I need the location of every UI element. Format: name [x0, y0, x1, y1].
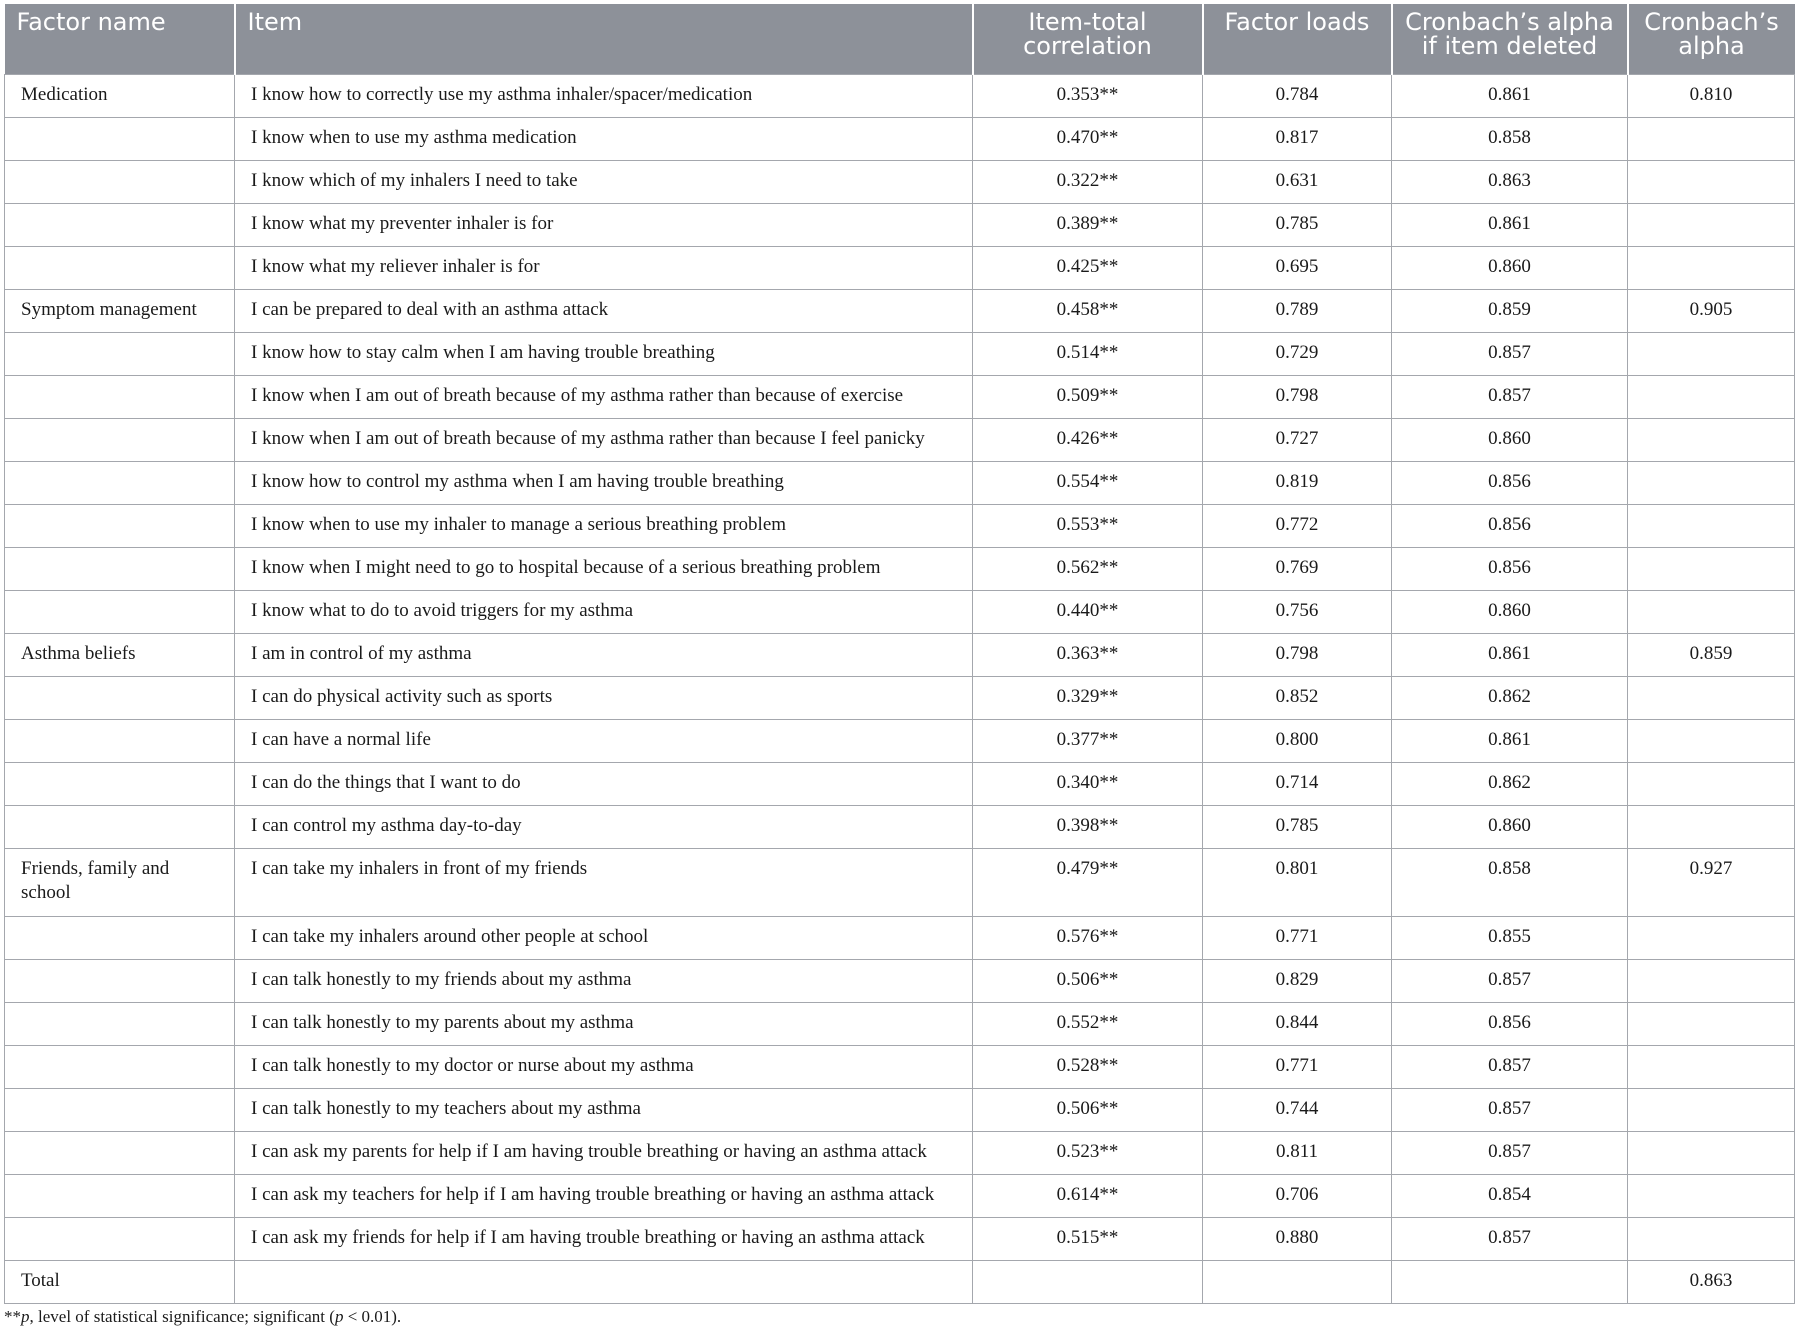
cronbach-alpha-cell	[1628, 246, 1795, 289]
table-row	[5, 375, 1795, 418]
factor-load-cell: 0.771	[1203, 916, 1392, 959]
item-total-correlation-cell: 0.425**	[973, 246, 1203, 289]
factor-name-cell	[5, 160, 235, 203]
item-cell: I know which of my inhalers I need to take	[235, 160, 973, 203]
alpha-if-deleted-cell: 0.857	[1392, 1131, 1628, 1174]
item-cell: I can ask my friends for help if I am having trouble breathing or having an asthma attack	[235, 1217, 973, 1260]
alpha-if-deleted-cell: 0.860	[1392, 418, 1628, 461]
item-total-correlation-cell: 0.562**	[973, 547, 1203, 590]
alpha-if-deleted-cell: 0.858	[1392, 848, 1628, 916]
item-cell: I can ask my teachers for help if I am having trouble breathing or having an asthma attack	[235, 1174, 973, 1217]
alpha-if-deleted-cell: 0.860	[1392, 805, 1628, 848]
factor-load-cell: 0.772	[1203, 504, 1392, 547]
item-total-correlation-cell: 0.458**	[973, 289, 1203, 332]
table-row	[5, 203, 1795, 246]
alpha-if-deleted-cell: 0.861	[1392, 633, 1628, 676]
alpha-if-deleted-cell: 0.857	[1392, 332, 1628, 375]
table-row	[5, 590, 1795, 633]
factor-load-cell: 0.769	[1203, 547, 1392, 590]
alpha-if-deleted-cell: 0.863	[1392, 160, 1628, 203]
item-total-correlation-cell: 0.389**	[973, 203, 1203, 246]
alpha-if-deleted-cell: 0.862	[1392, 762, 1628, 805]
header-factor-name: Factor name	[5, 4, 235, 74]
item-cell: I can talk honestly to my parents about my asthma	[235, 1002, 973, 1045]
table-row	[5, 762, 1795, 805]
factor-load-cell: 0.706	[1203, 1174, 1392, 1217]
factor-name-cell	[5, 1002, 235, 1045]
factor-name-cell	[5, 1088, 235, 1131]
cronbach-alpha-cell	[1628, 547, 1795, 590]
cronbach-alpha-cell	[1628, 375, 1795, 418]
item-total-correlation-cell: 0.363**	[973, 633, 1203, 676]
cronbach-alpha-cell	[1628, 959, 1795, 1002]
factor-name-cell: Friends, family and school	[5, 848, 235, 916]
item-total-correlation-cell: 0.552**	[973, 1002, 1203, 1045]
table-row	[5, 1260, 1795, 1303]
table-row	[5, 719, 1795, 762]
factor-name-cell	[5, 959, 235, 1002]
header-cronbach-alpha: Cronbach’s alpha	[1628, 4, 1795, 74]
cronbach-alpha-cell	[1628, 117, 1795, 160]
header-row	[5, 4, 1795, 74]
item-cell: I know how to correctly use my asthma inhaler/spacer/medication	[235, 74, 973, 117]
table-row	[5, 332, 1795, 375]
item-cell: I can be prepared to deal with an asthma attack	[235, 289, 973, 332]
item-total-correlation-cell: 0.514**	[973, 332, 1203, 375]
factor-load-cell	[1203, 1260, 1392, 1303]
table-row	[5, 1088, 1795, 1131]
item-total-correlation-cell: 0.614**	[973, 1174, 1203, 1217]
factor-load-cell: 0.727	[1203, 418, 1392, 461]
factor-name-cell	[5, 590, 235, 633]
factor-load-cell: 0.817	[1203, 117, 1392, 160]
table-container	[4, 4, 1794, 1304]
table-row	[5, 289, 1795, 332]
item-total-correlation-cell: 0.440**	[973, 590, 1203, 633]
table-row	[5, 418, 1795, 461]
item-cell: I can control my asthma day-to-day	[235, 805, 973, 848]
table-row	[5, 504, 1795, 547]
header-item: Item	[235, 4, 973, 74]
cronbach-alpha-cell	[1628, 203, 1795, 246]
cronbach-alpha-cell: 0.863	[1628, 1260, 1795, 1303]
alpha-if-deleted-cell: 0.858	[1392, 117, 1628, 160]
item-cell: I can take my inhalers around other people at school	[235, 916, 973, 959]
item-cell: I know what to do to avoid triggers for my asthma	[235, 590, 973, 633]
item-cell: I know when to use my inhaler to manage a serious breathing problem	[235, 504, 973, 547]
item-cell: I can do physical activity such as sports	[235, 676, 973, 719]
table-row	[5, 547, 1795, 590]
alpha-if-deleted-cell: 0.860	[1392, 246, 1628, 289]
item-total-correlation-cell: 0.506**	[973, 959, 1203, 1002]
alpha-if-deleted-cell: 0.857	[1392, 375, 1628, 418]
item-cell: I can take my inhalers in front of my friends	[235, 848, 973, 916]
item-total-correlation-cell: 0.515**	[973, 1217, 1203, 1260]
factor-load-cell: 0.785	[1203, 805, 1392, 848]
alpha-if-deleted-cell: 0.857	[1392, 1045, 1628, 1088]
item-cell: I know how to control my asthma when I am having trouble breathing	[235, 461, 973, 504]
table-row	[5, 1045, 1795, 1088]
alpha-if-deleted-cell: 0.854	[1392, 1174, 1628, 1217]
factor-name-cell	[5, 461, 235, 504]
table-row	[5, 1002, 1795, 1045]
factor-name-cell	[5, 418, 235, 461]
factor-load-cell: 0.756	[1203, 590, 1392, 633]
alpha-if-deleted-cell: 0.856	[1392, 1002, 1628, 1045]
alpha-if-deleted-cell: 0.862	[1392, 676, 1628, 719]
item-cell: I know when I am out of breath because of my asthma rather than because of exercise	[235, 375, 973, 418]
item-cell: I can talk honestly to my teachers about my asthma	[235, 1088, 973, 1131]
table-row	[5, 1217, 1795, 1260]
item-cell: I know how to stay calm when I am having trouble breathing	[235, 332, 973, 375]
alpha-if-deleted-cell: 0.857	[1392, 1217, 1628, 1260]
item-total-correlation-cell: 0.576**	[973, 916, 1203, 959]
cronbach-alpha-cell	[1628, 1088, 1795, 1131]
factor-load-cell: 0.789	[1203, 289, 1392, 332]
factor-name-cell: Symptom management	[5, 289, 235, 332]
factor-name-cell	[5, 1045, 235, 1088]
table-row	[5, 74, 1795, 117]
factor-load-cell: 0.785	[1203, 203, 1392, 246]
table-row	[5, 916, 1795, 959]
item-cell	[235, 1260, 973, 1303]
table-row	[5, 160, 1795, 203]
factor-load-cell: 0.801	[1203, 848, 1392, 916]
factor-load-cell: 0.880	[1203, 1217, 1392, 1260]
table-row	[5, 633, 1795, 676]
cronbach-alpha-cell: 0.859	[1628, 633, 1795, 676]
cronbach-alpha-cell: 0.905	[1628, 289, 1795, 332]
alpha-if-deleted-cell: 0.856	[1392, 504, 1628, 547]
factor-name-cell: Total	[5, 1260, 235, 1303]
alpha-if-deleted-cell: 0.860	[1392, 590, 1628, 633]
table-row	[5, 848, 1795, 916]
factor-name-cell	[5, 719, 235, 762]
item-cell: I know when I might need to go to hospital because of a serious breathing problem	[235, 547, 973, 590]
table-row	[5, 246, 1795, 289]
item-total-correlation-cell: 0.353**	[973, 74, 1203, 117]
factor-name-cell	[5, 246, 235, 289]
item-total-correlation-cell: 0.340**	[973, 762, 1203, 805]
item-total-correlation-cell: 0.479**	[973, 848, 1203, 916]
item-cell: I can talk honestly to my friends about my asthma	[235, 959, 973, 1002]
alpha-if-deleted-cell: 0.859	[1392, 289, 1628, 332]
cronbach-alpha-cell	[1628, 1131, 1795, 1174]
table-row	[5, 1174, 1795, 1217]
factor-load-cell: 0.800	[1203, 719, 1392, 762]
table-row	[5, 1131, 1795, 1174]
cronbach-alpha-cell	[1628, 805, 1795, 848]
cronbach-alpha-cell	[1628, 1174, 1795, 1217]
alpha-if-deleted-cell: 0.861	[1392, 74, 1628, 117]
item-total-correlation-cell: 0.506**	[973, 1088, 1203, 1131]
factor-name-cell	[5, 203, 235, 246]
factor-name-cell	[5, 332, 235, 375]
factor-load-cell: 0.844	[1203, 1002, 1392, 1045]
factor-load-cell: 0.811	[1203, 1131, 1392, 1174]
table-row	[5, 959, 1795, 1002]
alpha-if-deleted-cell	[1392, 1260, 1628, 1303]
factor-analysis-table	[4, 4, 1795, 1304]
factor-load-cell: 0.744	[1203, 1088, 1392, 1131]
cronbach-alpha-cell	[1628, 916, 1795, 959]
factor-load-cell: 0.771	[1203, 1045, 1392, 1088]
factor-load-cell: 0.729	[1203, 332, 1392, 375]
factor-name-cell	[5, 805, 235, 848]
cronbach-alpha-cell	[1628, 1045, 1795, 1088]
cronbach-alpha-cell: 0.927	[1628, 848, 1795, 916]
factor-name-cell	[5, 117, 235, 160]
cronbach-alpha-cell	[1628, 762, 1795, 805]
item-total-correlation-cell: 0.377**	[973, 719, 1203, 762]
item-cell: I can have a normal life	[235, 719, 973, 762]
factor-load-cell: 0.798	[1203, 375, 1392, 418]
table-row	[5, 805, 1795, 848]
item-cell: I can do the things that I want to do	[235, 762, 973, 805]
factor-load-cell: 0.829	[1203, 959, 1392, 1002]
factor-load-cell: 0.819	[1203, 461, 1392, 504]
item-cell: I know when I am out of breath because of my asthma rather than because I feel panicky	[235, 418, 973, 461]
item-total-correlation-cell: 0.523**	[973, 1131, 1203, 1174]
item-cell: I know what my preventer inhaler is for	[235, 203, 973, 246]
item-total-correlation-cell: 0.426**	[973, 418, 1203, 461]
cronbach-alpha-cell	[1628, 676, 1795, 719]
header-item-total-correlation: Item-total correlation	[973, 4, 1203, 74]
item-total-correlation-cell: 0.528**	[973, 1045, 1203, 1088]
item-cell: I am in control of my asthma	[235, 633, 973, 676]
cronbach-alpha-cell	[1628, 160, 1795, 203]
factor-name-cell	[5, 762, 235, 805]
alpha-if-deleted-cell: 0.861	[1392, 203, 1628, 246]
cronbach-alpha-cell	[1628, 1002, 1795, 1045]
factor-name-cell	[5, 916, 235, 959]
alpha-if-deleted-cell: 0.857	[1392, 959, 1628, 1002]
factor-load-cell: 0.852	[1203, 676, 1392, 719]
alpha-if-deleted-cell: 0.856	[1392, 461, 1628, 504]
item-total-correlation-cell: 0.470**	[973, 117, 1203, 160]
factor-name-cell	[5, 1217, 235, 1260]
cronbach-alpha-cell	[1628, 461, 1795, 504]
alpha-if-deleted-cell: 0.861	[1392, 719, 1628, 762]
factor-name-cell	[5, 1174, 235, 1217]
item-total-correlation-cell: 0.329**	[973, 676, 1203, 719]
cronbach-alpha-cell	[1628, 1217, 1795, 1260]
item-cell: I can ask my parents for help if I am having trouble breathing or having an asthma attack	[235, 1131, 973, 1174]
item-cell: I can talk honestly to my doctor or nurse about my asthma	[235, 1045, 973, 1088]
item-total-correlation-cell: 0.322**	[973, 160, 1203, 203]
factor-load-cell: 0.798	[1203, 633, 1392, 676]
factor-name-cell	[5, 676, 235, 719]
item-total-correlation-cell: 0.554**	[973, 461, 1203, 504]
cronbach-alpha-cell	[1628, 590, 1795, 633]
factor-load-cell: 0.784	[1203, 74, 1392, 117]
factor-name-cell	[5, 504, 235, 547]
header-alpha-if-deleted: Cronbach’s alpha if item deleted	[1392, 4, 1628, 74]
cronbach-alpha-cell: 0.810	[1628, 74, 1795, 117]
item-cell: I know when to use my asthma medication	[235, 117, 973, 160]
table-row	[5, 117, 1795, 160]
header-factor-loads: Factor loads	[1203, 4, 1392, 74]
factor-load-cell: 0.714	[1203, 762, 1392, 805]
table-row	[5, 676, 1795, 719]
cronbach-alpha-cell	[1628, 332, 1795, 375]
factor-name-cell	[5, 1131, 235, 1174]
factor-load-cell: 0.631	[1203, 160, 1392, 203]
cronbach-alpha-cell	[1628, 719, 1795, 762]
item-total-correlation-cell: 0.398**	[973, 805, 1203, 848]
factor-name-cell	[5, 547, 235, 590]
table-footnote: **p, level of statistical significance; significant (p < 0.01).	[4, 1307, 402, 1326]
factor-name-cell: Asthma beliefs	[5, 633, 235, 676]
cronbach-alpha-cell	[1628, 418, 1795, 461]
item-cell: I know what my reliever inhaler is for	[235, 246, 973, 289]
factor-name-cell: Medication	[5, 74, 235, 117]
alpha-if-deleted-cell: 0.855	[1392, 916, 1628, 959]
factor-name-cell	[5, 375, 235, 418]
item-total-correlation-cell: 0.553**	[973, 504, 1203, 547]
alpha-if-deleted-cell: 0.856	[1392, 547, 1628, 590]
alpha-if-deleted-cell: 0.857	[1392, 1088, 1628, 1131]
factor-load-cell: 0.695	[1203, 246, 1392, 289]
cronbach-alpha-cell	[1628, 504, 1795, 547]
table-row	[5, 461, 1795, 504]
item-total-correlation-cell: 0.509**	[973, 375, 1203, 418]
item-total-correlation-cell	[973, 1260, 1203, 1303]
